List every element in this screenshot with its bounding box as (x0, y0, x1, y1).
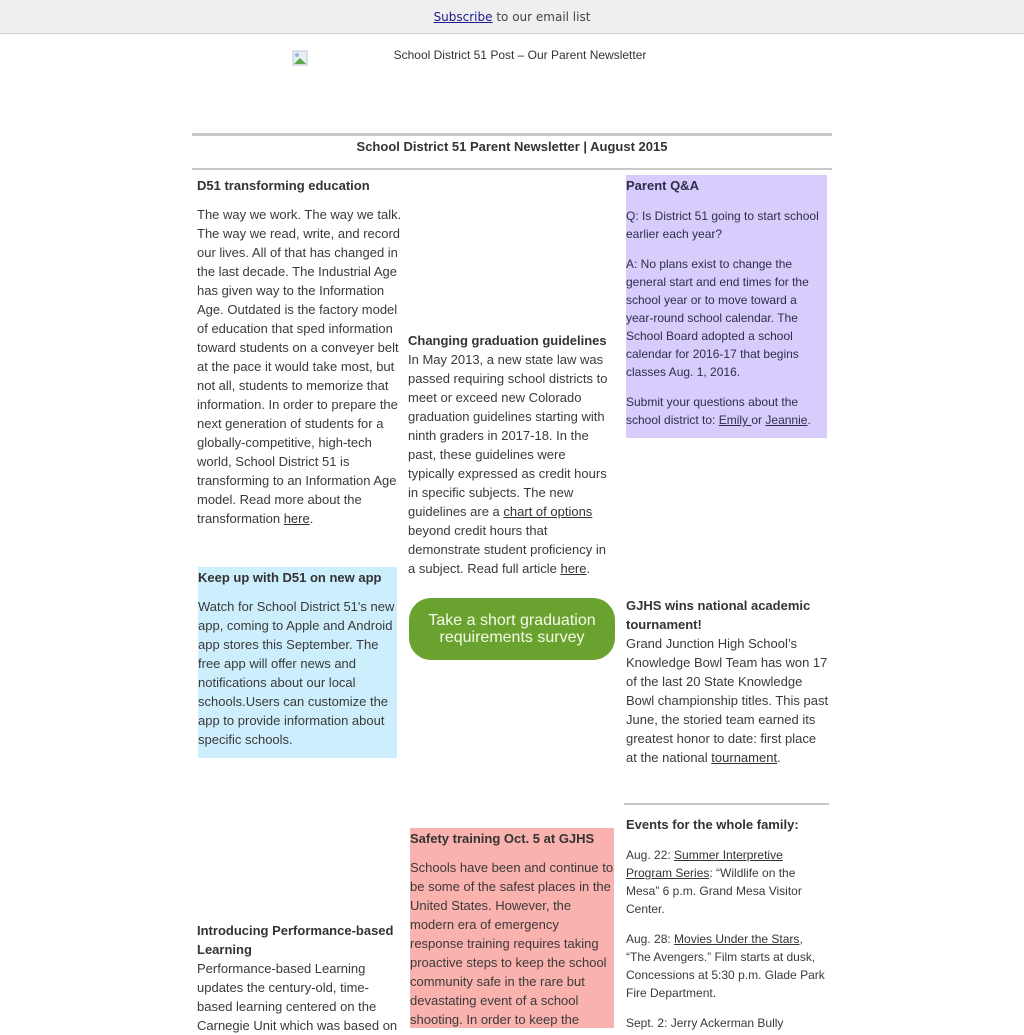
events-title: Events for the whole family: (626, 817, 799, 832)
article-parent-qa (626, 175, 827, 438)
event-item: Aug. 22: Summer Interpretive Program Series: “Wildlife on the Mesa” 6 p.m. Grand Mesa Visitor Center. (626, 848, 802, 916)
article-body: Schools have been and continue to be some of the safest places in the United States. However, the modern era of emergency response training requires taking proactive steps to keep the school community safe in the rare but devastating event of a school shooting. In order to keep the (410, 860, 614, 1027)
article-title: Introducing Performance-based Learning (197, 923, 394, 957)
article-graduation (408, 331, 615, 578)
event-item: Aug. 28: Movies Under the Stars, “The Avengers.” Film starts at dusk, Concessions at 5:30 p.m. Glade Park Fire Department. (626, 932, 825, 1000)
emily-link[interactable]: Emily (718, 413, 752, 427)
article-title: D51 transforming education (197, 178, 370, 193)
newsletter-logo-alt (0, 48, 1024, 62)
divider (624, 803, 829, 805)
qa-submit: Submit your questions about the school district to: Emily or Jeannie. (626, 395, 811, 427)
article-body: The way we work. The way we talk. The way we read, write, and record our lives. All of that has changed in the last decade. The Industrial Age has given way to the Information Age. Outdated is the factory model of education that sped information toward students on a conveyer belt at the pace it would take most, but not all, students to memorize that information. In order to prepare the next generation of students for a globally-competitive, high-tech world, School District 51 is transforming to an Information Age model. Read more about the transformation here. (197, 207, 402, 526)
article-body: Performance-based Learning updates the century-old, time-based learning centered on the Carnegie Unit which was based on (197, 961, 398, 1033)
movies-link[interactable]: Movies Under the Stars (674, 932, 800, 946)
event-item: Sept. 2: Jerry Ackerman Bully (626, 1016, 784, 1030)
article-gjhs (626, 596, 829, 767)
article-safety (410, 828, 614, 1028)
events-list (626, 815, 829, 1032)
article-title: GJHS wins national academic tournament! (626, 598, 811, 632)
chart-of-options-link[interactable]: chart of options (503, 504, 593, 519)
graduation-survey-button[interactable]: Take a short graduation requirements survey (409, 598, 615, 660)
tournament-link[interactable]: tournament (711, 750, 778, 765)
subscribe-bar (0, 0, 1024, 34)
article-title: Keep up with D51 on new app (198, 570, 382, 585)
qa-answer: A: No plans exist to change the general start and end times for the school year or to move toward a year-round school calendar. The School Board adopted a school calendar for 2016-17 that begins classes Aug. 1, 2016. (626, 257, 809, 379)
logo-alt-text: School District 51 Post – Our Parent Newsletter (393, 48, 647, 62)
article-app (198, 567, 397, 758)
transformation-here-link[interactable]: here (283, 511, 310, 526)
graduation-here-link[interactable]: here (560, 561, 587, 576)
divider (192, 133, 832, 136)
article-title: Changing graduation guidelines (408, 333, 607, 348)
subscribe-link[interactable]: Subscribe (433, 10, 493, 24)
article-title: Safety training Oct. 5 at GJHS (410, 831, 595, 846)
summer-program-link[interactable]: Summer Interpretive Program Series (626, 848, 783, 880)
article-transforming (197, 176, 402, 528)
article-body: Watch for School District 51's new app, coming to Apple and Android app stores this September. The free app will offer news and notifications about our local schools.Users can customize the app to provide information about specific schools. (198, 599, 395, 747)
qa-question: Q: Is District 51 going to start school earlier each year? (626, 209, 819, 241)
article-title: Parent Q&A (626, 178, 699, 193)
jeannie-link[interactable]: Jeannie (765, 413, 808, 427)
article-body: In May 2013, a new state law was passed requiring school districts to meet or exceed new Colorado graduation guidelines starting with ninth graders in 2017-18. In the past, these guidelines were typically expressed as credit hours in specific subjects. The new guidelines are a chart of options beyond credit hours that demonstrate student proficiency in a subject. Read full article here. (408, 352, 608, 576)
newsletter-masthead: School District 51 Parent Newsletter | August 2015 (356, 139, 668, 154)
article-body: Grand Junction High School’s Knowledge Bowl Team has won 17 of the last 20 State Knowledge Bowl championship titles. This past June, the storied team earned its greatest honor to date: first place at the national tournament. (626, 636, 829, 765)
divider (192, 168, 832, 170)
article-performance (197, 921, 400, 1035)
subscribe-text: to our email list (492, 10, 591, 24)
